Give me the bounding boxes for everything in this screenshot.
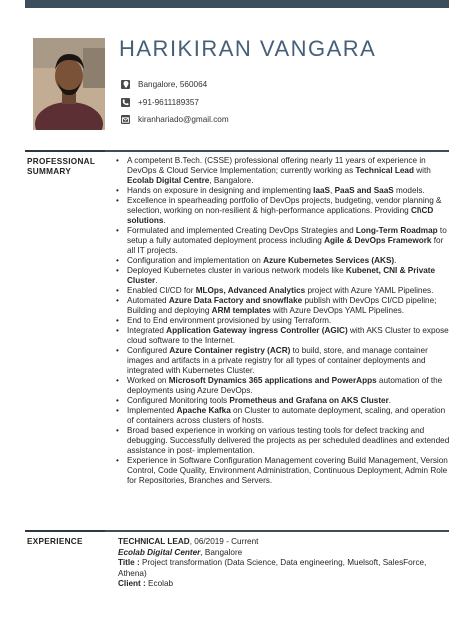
client-text: Ecolab	[145, 579, 174, 589]
top-bar	[25, 0, 449, 8]
list-item: • Implemented Apache Kafka on Cluster to automate deployment, scaling, and operation of containers across clusters of hosts.	[115, 406, 450, 426]
list-item: • Integrated Application Gateway ingress Controller (AGIC) with AKS Cluster to expose cloud software to the Internet.	[115, 326, 450, 346]
job-role: TECHNICAL LEAD	[118, 537, 190, 546]
location-pin-icon	[121, 80, 130, 89]
job-line	[118, 537, 448, 548]
location-text: Bangalore, 560064	[138, 80, 208, 89]
client-line	[118, 579, 448, 590]
list-item: • Excellence in spearheading portfolio of DevOps projects, budgeting, vendor planning & selection, working on non-resilient & high-performance applications. Providing CI\CD solutions.	[115, 196, 450, 226]
contact-email	[121, 115, 229, 124]
list-item: • Configured Monitoring tools Prometheus and Grafana on AKS Cluster.	[115, 396, 450, 406]
contact-phone	[121, 98, 199, 107]
summary-heading	[27, 157, 95, 177]
company-line	[118, 548, 448, 559]
company-name: Ecolab Digital Center	[118, 547, 201, 557]
list-item: • Formulated and implemented Creating DevOps Strategies and Long-Term Roadmap to setup a fully automated deployment process including Agile & DevOps Framework for all IT projects.	[115, 226, 450, 256]
summary-heading-line1: PROFESSIONAL	[27, 157, 96, 166]
contact-location	[121, 80, 207, 89]
list-item: • Experience in Software Configuration Management covering Build Management, Version Control, Code Quality, Environment Administration, Continuous Deployment, Admin Role for Repositories, Branches and Servers.	[115, 456, 450, 486]
list-item: • Automated Azure Data Factory and snowflake publish with DevOps CI/CD pipeline; Building and deploying ARM templates with Azure DevOps YAML Pipelines.	[115, 296, 450, 316]
list-item: • Configuration and implementation on Azure Kubernetes Services (AKS).	[115, 256, 450, 266]
profile-photo	[33, 38, 105, 130]
summary-list	[115, 156, 450, 486]
summary-divider	[25, 150, 449, 152]
list-item: • Worked on Microsoft Dynamics 365 applications and PowerApps automation of the deployments using Azure DevOps.	[115, 376, 450, 396]
list-item: • Deployed Kubernetes cluster in various network models like Kubenet, CNI & Private Cluster.	[115, 266, 450, 286]
list-item: • A competent B.Tech. (CSSE) professional offering nearly 11 years of experience in DevOps & Cloud Service Implementation; currently working as Technical Lead with Ecolab Digital Centre, Bangalore.	[115, 156, 450, 186]
list-item: • Broad based experience in working on various testing tools for defect tracking and debugging. Successfully delivered the projects as per scheduled deadlines and extended assistance in post- implementation.	[115, 426, 450, 456]
company-location: , Bangalore	[200, 547, 243, 557]
email-icon	[121, 115, 130, 124]
experience-divider	[25, 530, 449, 532]
experience-entry	[118, 537, 448, 590]
list-item: • End to End environment provisioned by using Terraform.	[115, 316, 450, 326]
candidate-name: HARIKIRAN VANGARA	[119, 36, 377, 61]
job-dates: , 06/2019 - Current	[189, 537, 259, 546]
phone-text: +91-9611189357	[138, 98, 199, 107]
experience-heading: EXPERIENCE	[27, 537, 83, 546]
summary-heading-line2: SUMMARY	[27, 167, 72, 176]
project-text: Project transformation (Data Science, Data engineering, Muelsoft, SalesForce, Athena)	[118, 558, 427, 578]
client-label: Client :	[118, 579, 146, 589]
email-text[interactable]: kiranhariado@gmail.com	[138, 115, 229, 124]
project-line	[118, 558, 448, 579]
project-label: Title :	[118, 558, 140, 568]
list-item: • Configured Azure Container registry (ACR) to build, store, and manage container images and artifacts in a private registry for all types of container deployments and integrated with Kubernetes Cluster.	[115, 346, 450, 376]
phone-icon	[121, 98, 130, 107]
list-item: • Hands on exposure in designing and implementing IaaS, PaaS and SaaS models.	[115, 186, 450, 196]
list-item: • Enabled CI/CD for MLOps, Advanced Analytics project with Azure YAML Pipelines.	[115, 286, 450, 296]
